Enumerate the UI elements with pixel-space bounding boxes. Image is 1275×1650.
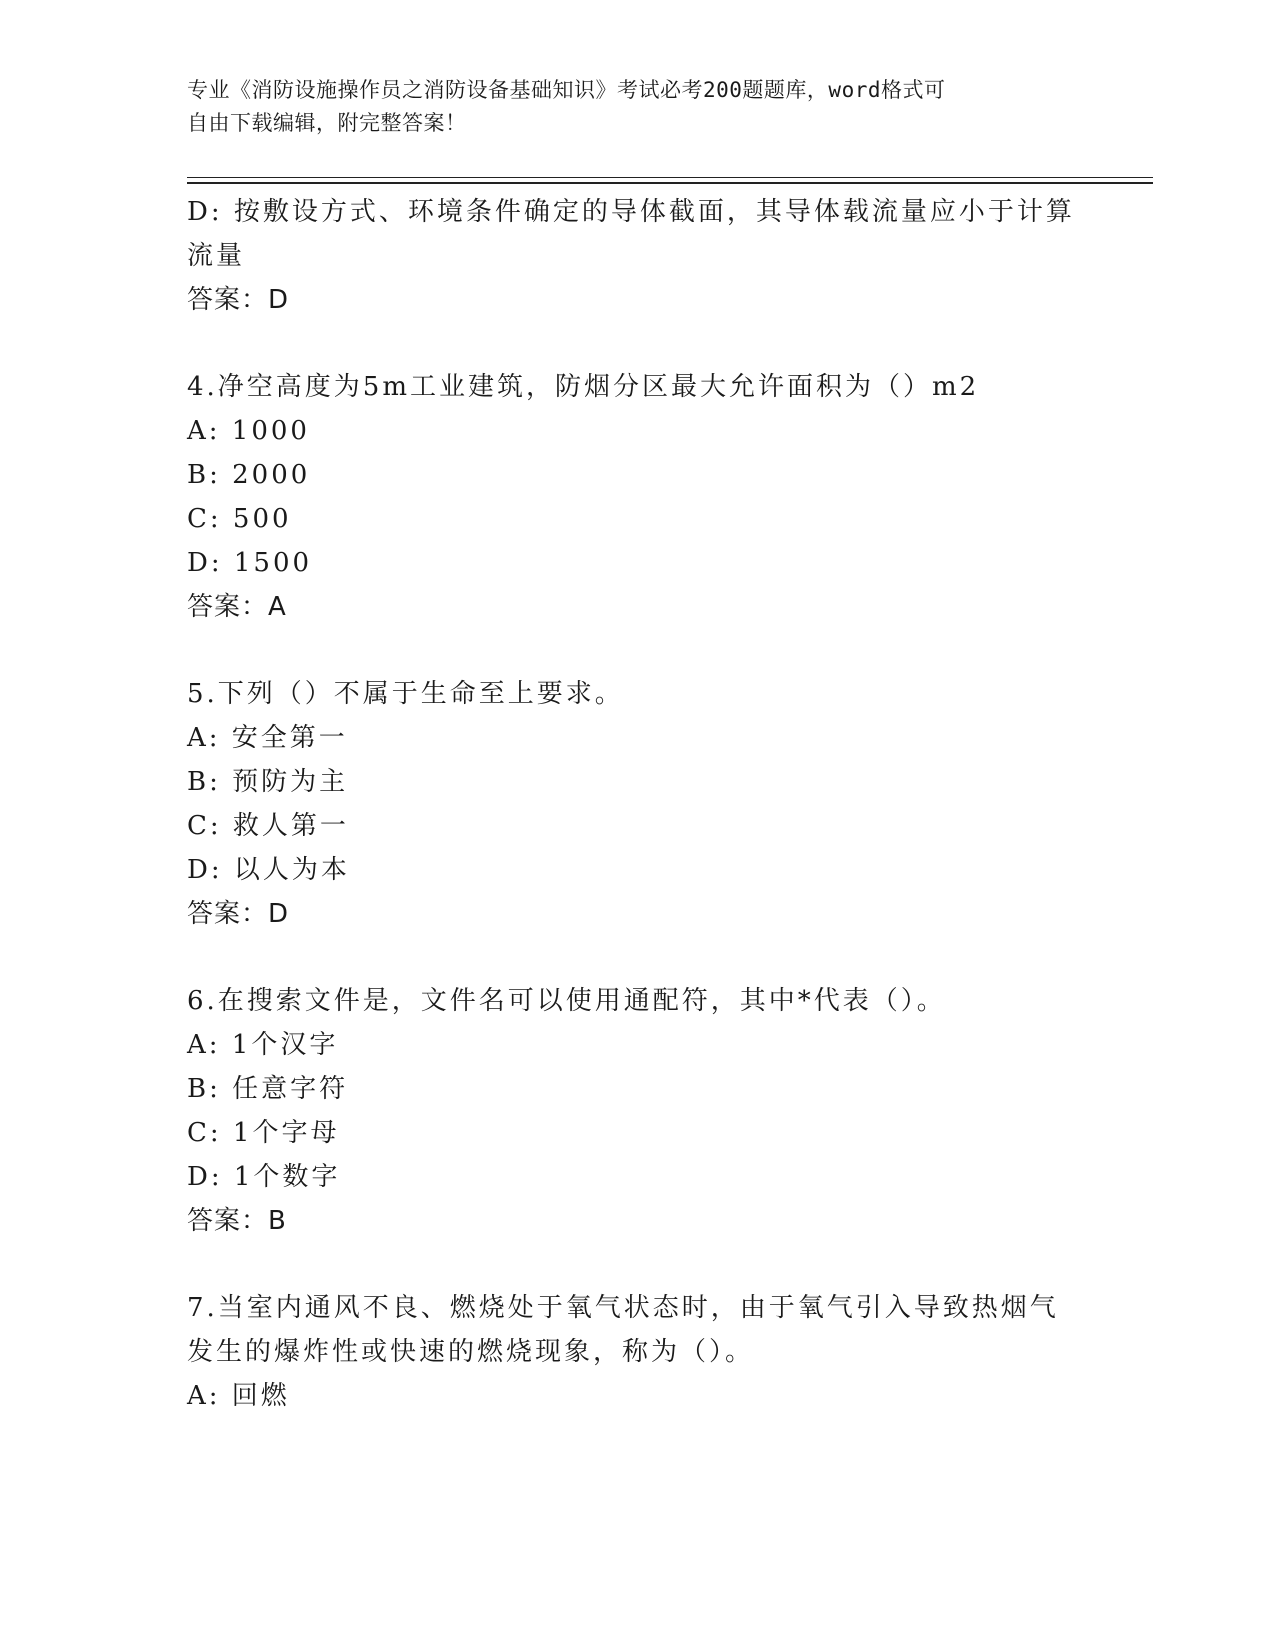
header-title-line1: 专业《消防设施操作员之消防设备基础知识》考试必考200题题库，word格式可 <box>187 78 946 102</box>
q4-option-a: A: 1000 <box>187 416 310 446</box>
q6-stem: 6.在搜索文件是，文件名可以使用通配符，其中*代表（）。 <box>187 986 946 1016</box>
q7-stem-line1: 7.当室内通风不良、燃烧处于氧气状态时，由于氧气引入导致热烟气 <box>187 1293 1059 1323</box>
document-header <box>187 74 1067 140</box>
q5-option-b: B: 预防为主 <box>187 767 349 797</box>
q3-answer: 答案：D <box>187 285 290 315</box>
header-title-line2: 自由下载编辑，附完整答案！ <box>187 111 467 135</box>
q4-option-c: C: 500 <box>187 504 292 534</box>
q5-option-a: A: 安全第一 <box>187 723 348 753</box>
q3-option-d-line2: 流量 <box>187 241 246 271</box>
q5-stem: 5.下列（）不属于生命至上要求。 <box>187 679 624 709</box>
q6-option-a: A: 1个汉字 <box>187 1030 339 1060</box>
header-divider-thick <box>187 182 1153 184</box>
q3-option-d-line1: D: 按敷设方式、环境条件确定的导体截面，其导体载流量应小于计算 <box>187 197 1075 227</box>
q6-answer: 答案：B <box>187 1206 287 1236</box>
q4-option-b: B: 2000 <box>187 460 311 490</box>
q7-stem-line2: 发生的爆炸性或快速的燃烧现象，称为（）。 <box>187 1337 755 1367</box>
q4-option-d: D: 1500 <box>187 548 313 578</box>
q7-option-a: A: 回燃 <box>187 1381 290 1411</box>
q5-option-d: D: 以人为本 <box>187 855 350 885</box>
q5-answer: 答案：D <box>187 899 290 929</box>
q6-option-c: C: 1个字母 <box>187 1118 340 1148</box>
q6-option-b: B: 任意字符 <box>187 1074 349 1104</box>
header-divider-thin <box>187 177 1153 178</box>
q4-stem: 4.净空高度为5m工业建筑，防烟分区最大允许面积为（）m2 <box>187 372 980 402</box>
q4-answer: 答案：A <box>187 592 287 622</box>
q6-option-d: D: 1个数字 <box>187 1162 341 1192</box>
q5-option-c: C: 救人第一 <box>187 811 349 841</box>
